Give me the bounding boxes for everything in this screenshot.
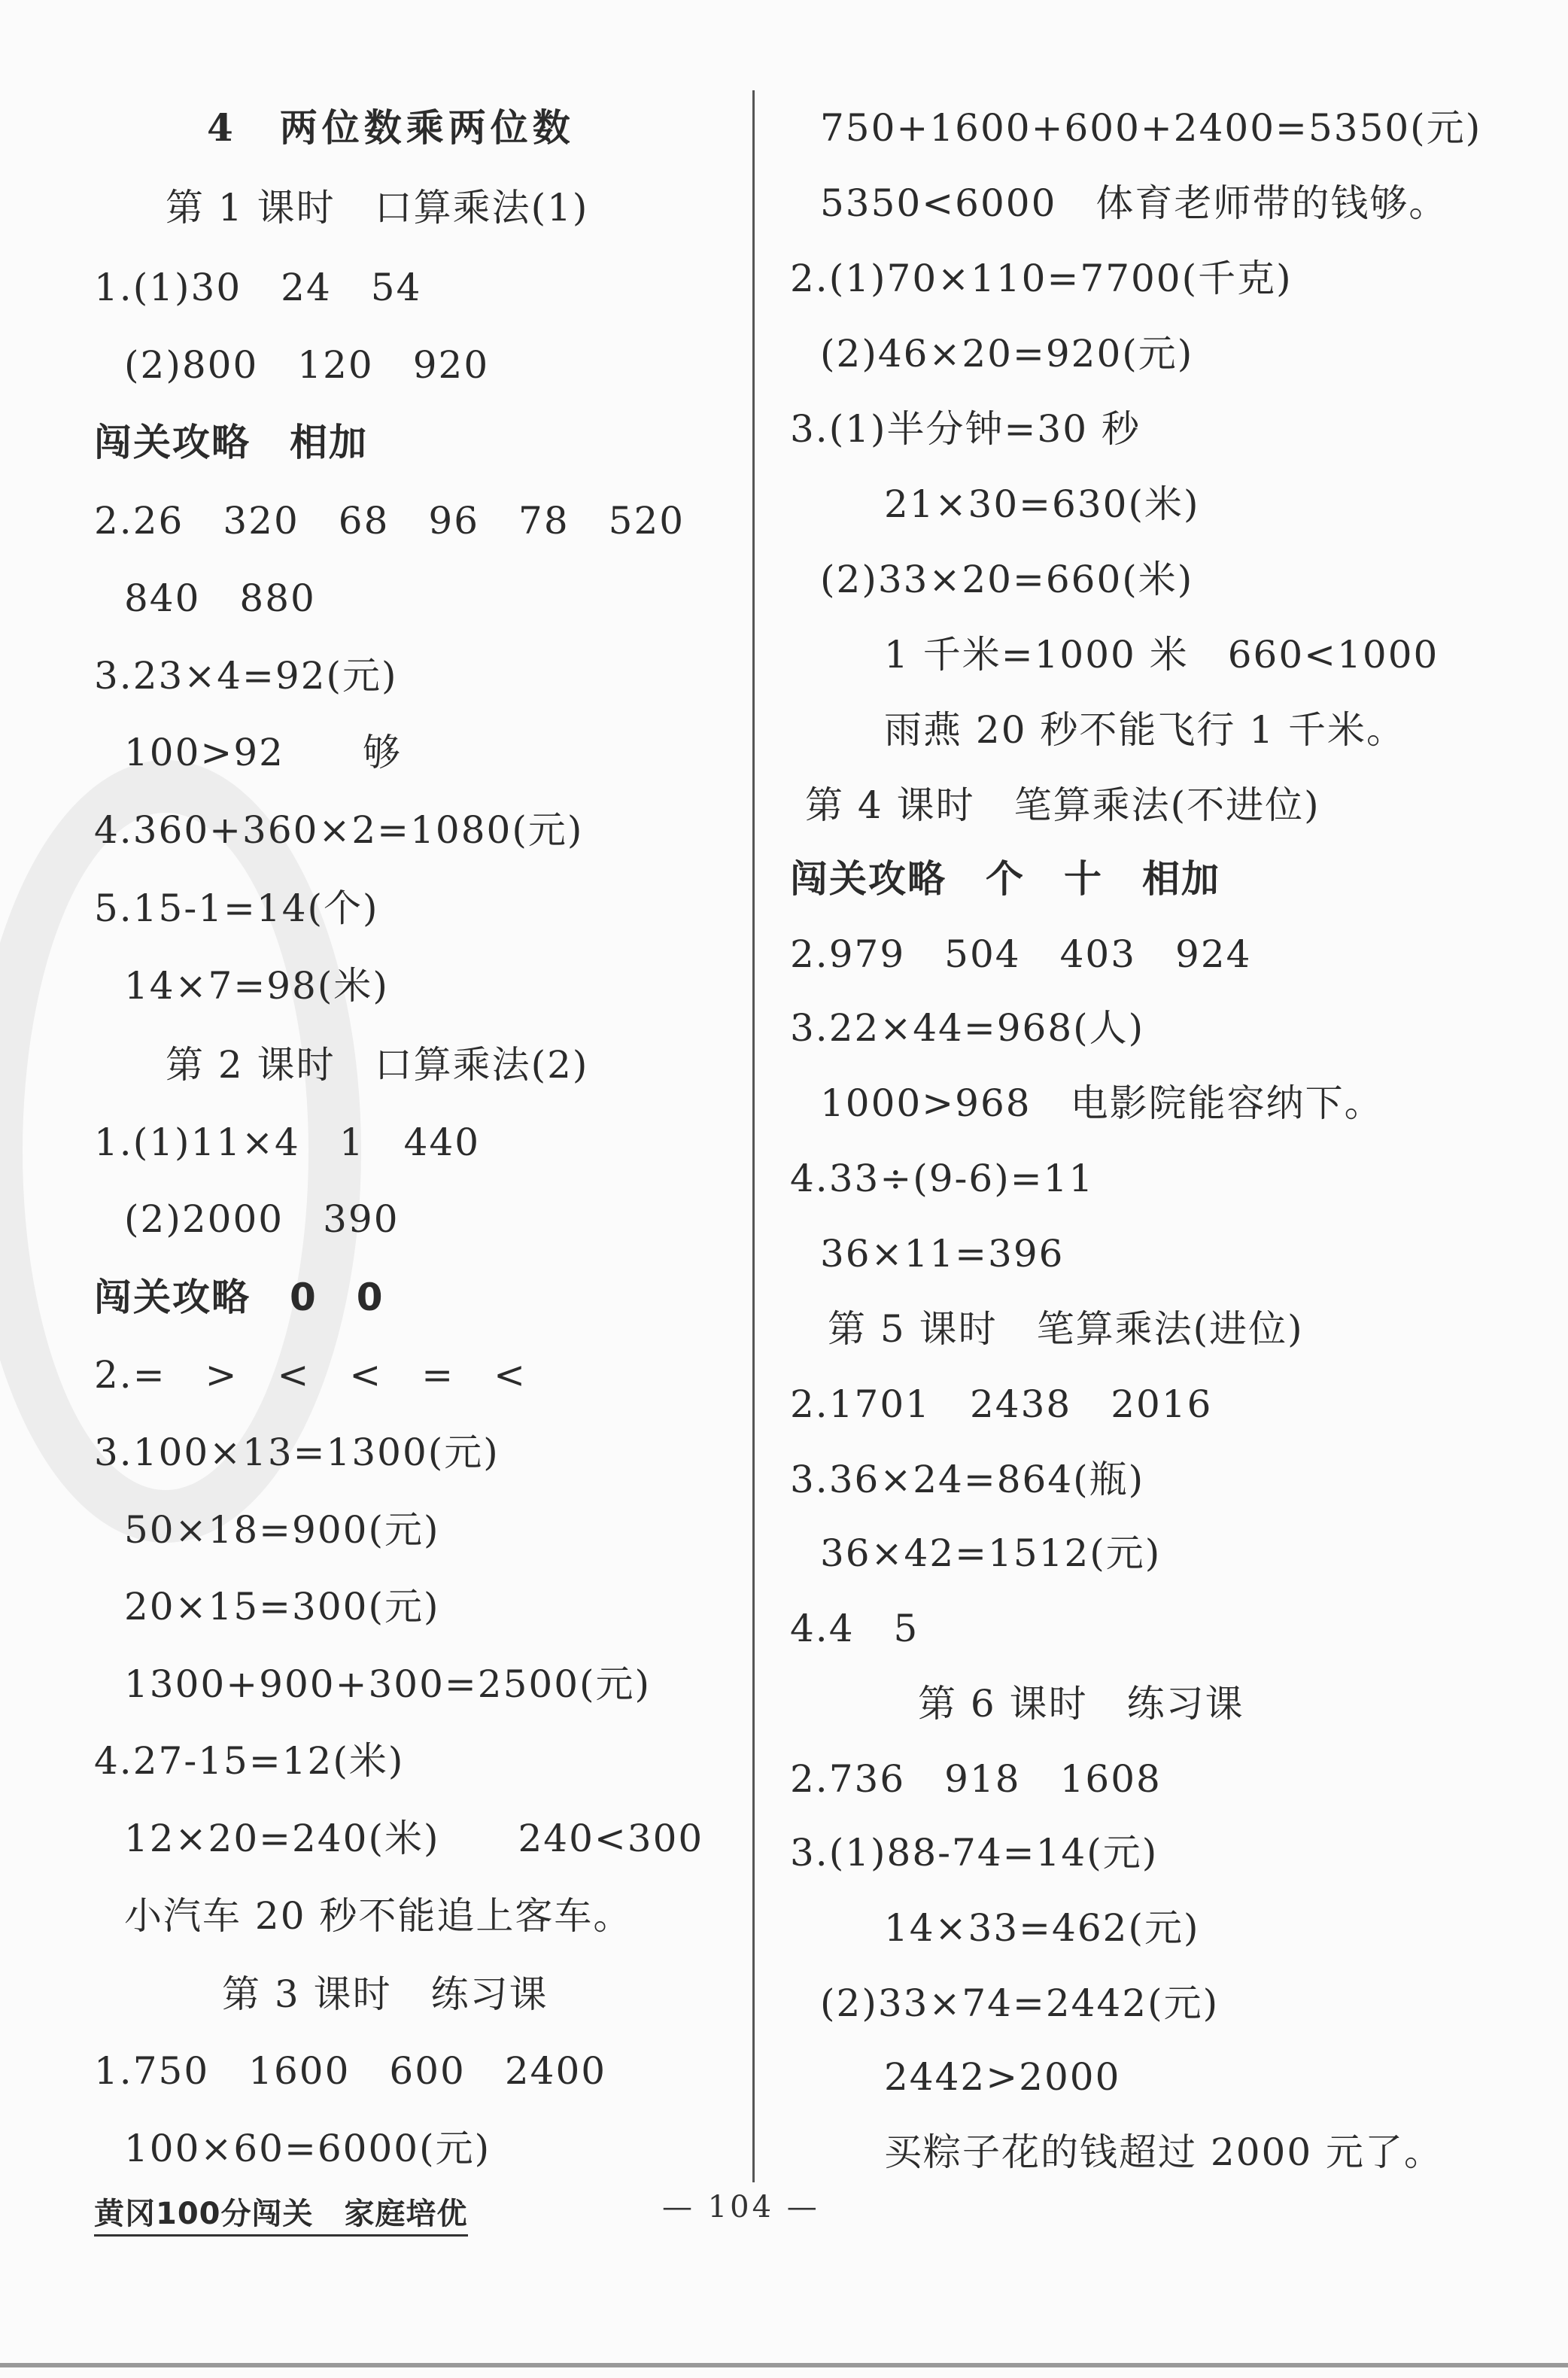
- answer-line: 840 880: [124, 576, 316, 620]
- answer-line: (2)2000 390: [124, 1197, 400, 1241]
- strategy-tip: 闯关攻略 0 0: [94, 1276, 384, 1319]
- answer-line: (2)46×20=920(元): [820, 332, 1194, 376]
- answer-line: 雨燕 20 秒不能飞行 1 千米。: [884, 708, 1406, 752]
- answer-line: 3.(1)88-74=14(元): [790, 1831, 1159, 1875]
- lesson-title: 第 6 课时 练习课: [918, 1682, 1244, 1726]
- answer-line: 3.23×4=92(元): [94, 654, 398, 698]
- lesson-title: 第 1 课时 口算乘法(1): [166, 186, 589, 230]
- answer-line: 1000>968 电影院能容纳下。: [820, 1081, 1384, 1125]
- strategy-tip: 闯关攻略 个 十 相加: [790, 857, 1220, 901]
- answer-line: 2.(1)70×110=7700(千克): [790, 257, 1293, 300]
- page-number: — 104 —: [662, 2190, 820, 2224]
- answer-line: 买粽子花的钱超过 2000 元了。: [884, 2130, 1444, 2174]
- answer-line: 14×33=462(元): [884, 1906, 1200, 1950]
- lesson-title: 第 2 课时 口算乘法(2): [166, 1043, 589, 1087]
- answer-line: 1 千米=1000 米 660<1000: [884, 633, 1439, 677]
- answer-line: 3.100×13=1300(元): [94, 1431, 500, 1474]
- bottom-rule: [0, 2363, 1568, 2367]
- answer-line: 2.26 320 68 96 78 520: [94, 499, 685, 543]
- answer-line: 20×15=300(元): [124, 1585, 440, 1628]
- column-divider: [752, 90, 755, 2182]
- answer-line: 50×18=900(元): [124, 1508, 440, 1552]
- answer-line: 750+1600+600+2400=5350(元): [820, 106, 1482, 150]
- answer-line: 36×42=1512(元): [820, 1531, 1162, 1575]
- answer-line: 3.(1)半分钟=30 秒: [790, 407, 1141, 451]
- answer-line: 4.27-15=12(米): [94, 1739, 405, 1783]
- answer-line: 5350<6000 体育老师带的钱够。: [820, 181, 1448, 225]
- strategy-tip: 闯关攻略 相加: [94, 421, 368, 464]
- lesson-title: 第 3 课时 练习课: [222, 1972, 548, 2016]
- answer-line: 1.750 1600 600 2400: [94, 2049, 607, 2093]
- answer-line: 4.4 5: [790, 1607, 919, 1650]
- answer-line: 21×30=630(米): [884, 482, 1200, 526]
- answer-line: 2442>2000: [884, 2055, 1121, 2099]
- answer-line: 100>92 够: [124, 731, 402, 774]
- answer-line: 2.= > < < = <: [94, 1353, 527, 1397]
- answer-line: 4.360+360×2=1080(元): [94, 808, 584, 852]
- answer-line: 100×60=6000(元): [124, 2127, 491, 2170]
- answer-line: 小汽车 20 秒不能追上客车。: [124, 1894, 633, 1938]
- answer-line: 3.22×44=968(人): [790, 1006, 1145, 1050]
- answer-line: 36×11=396: [820, 1232, 1065, 1276]
- answer-line: 2.1701 2438 2016: [790, 1382, 1213, 1426]
- answer-line: (2)33×20=660(米): [820, 558, 1194, 601]
- answer-line: 3.36×24=864(瓶): [790, 1458, 1145, 1501]
- answer-line: 14×7=98(米): [124, 964, 389, 1008]
- answer-line: 2.979 504 403 924: [790, 932, 1252, 976]
- answer-line: 12×20=240(米) 240<300: [124, 1817, 704, 1860]
- lesson-title: 第 4 课时 笔算乘法(不进位): [805, 783, 1320, 827]
- chapter-title: 4 两位数乘两位数: [207, 105, 575, 150]
- answer-line: (2)33×74=2442(元): [820, 1981, 1220, 2025]
- answer-line: (2)800 120 920: [124, 343, 490, 387]
- answer-line: 4.33÷(9-6)=11: [790, 1157, 1095, 1200]
- footer-brand: 黄冈100分闯关 家庭培优: [94, 2190, 468, 2237]
- answer-line: 1300+900+300=2500(元): [124, 1662, 652, 1706]
- answer-line: 1.(1)11×4 1 440: [94, 1121, 481, 1164]
- answer-line: 1.(1)30 24 54: [94, 266, 422, 309]
- answer-line: 5.15-1=14(个): [94, 886, 379, 930]
- lesson-title: 第 5 课时 笔算乘法(进位): [828, 1307, 1304, 1351]
- answer-line: 2.736 918 1608: [790, 1757, 1162, 1801]
